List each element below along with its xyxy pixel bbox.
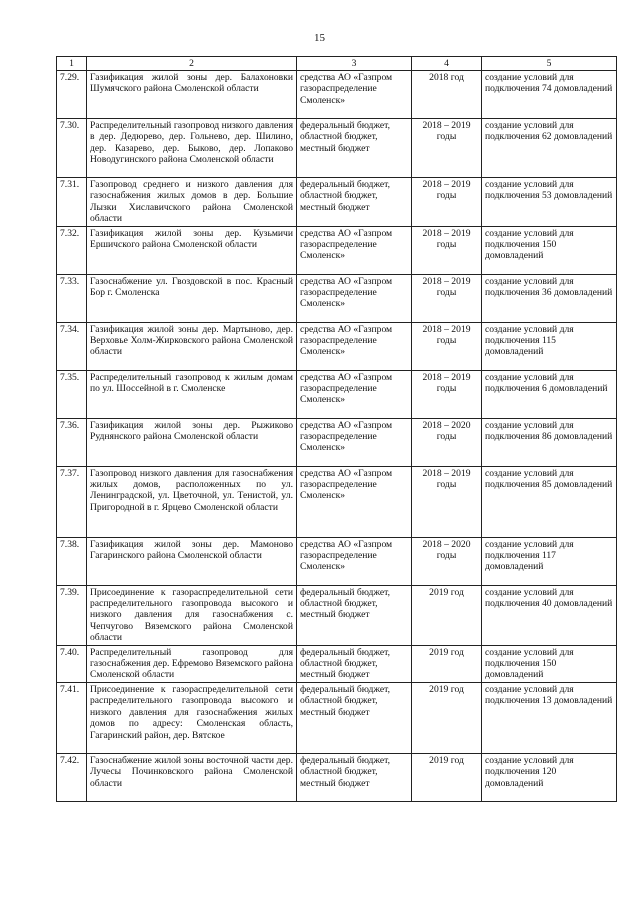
measures-table	[56, 56, 617, 802]
row-number: 7.37.	[57, 466, 87, 537]
source-cell: средства АО «Газпром газораспределение Смоленск»	[297, 466, 412, 537]
row-number: 7.39.	[57, 585, 87, 645]
row-number: 7.36.	[57, 418, 87, 466]
object-cell: Газоснабжение ул. Гвоздовской в пос. Красный Бор г. Смоленска	[87, 274, 297, 322]
period-cell: 2018 – 2020 годы	[412, 418, 482, 466]
result-cell: создание условий для подключения 115 домовладений	[482, 322, 617, 370]
object-cell: Газификация жилой зоны дер. Мартыново, дер. Верховье Холм-Жирковского района Смоленской области	[87, 322, 297, 370]
period-cell: 2018 год	[412, 71, 482, 119]
source-cell: средства АО «Газпром газораспределение Смоленск»	[297, 226, 412, 274]
period-cell: 2018 – 2019 годы	[412, 322, 482, 370]
object-cell: Присоединение к газораспределительной сети распределительного газопровода высокого и низкого давления для газоснабжения жилых домов по адресу: Смоленская область, Гагаринский район, дер. Вятское	[87, 682, 297, 753]
period-cell: 2018 – 2019 годы	[412, 274, 482, 322]
source-cell: федеральный бюджет, областной бюджет, местный бюджет	[297, 119, 412, 178]
table-row	[57, 585, 617, 645]
result-cell: создание условий для подключения 74 домовладений	[482, 71, 617, 119]
period-cell: 2018 – 2019 годы	[412, 370, 482, 418]
object-cell: Газопровод низкого давления для газоснабжения жилых домов, расположенных по ул. Ленинградской, ул. Цветочной, ул. Тенистой, ул. Пригородной в г. Ярцево Смоленской области	[87, 466, 297, 537]
row-number: 7.32.	[57, 226, 87, 274]
column-header-4: 4	[412, 57, 482, 71]
result-cell: создание условий для подключения 85 домовладений	[482, 466, 617, 537]
source-cell: средства АО «Газпром газораспределение Смоленск»	[297, 370, 412, 418]
object-cell: Газификация жилой зоны дер. Балахоновки Шумячского района Смоленской области	[87, 71, 297, 119]
result-cell: создание условий для подключения 13 домовладений	[482, 682, 617, 753]
source-cell: федеральный бюджет, областной бюджет, местный бюджет	[297, 645, 412, 682]
result-cell: создание условий для подключения 86 домовладений	[482, 418, 617, 466]
result-cell: создание условий для подключения 40 домовладений	[482, 585, 617, 645]
table-row	[57, 178, 617, 227]
table-row	[57, 370, 617, 418]
period-cell: 2018 – 2019 годы	[412, 178, 482, 227]
row-number: 7.31.	[57, 178, 87, 227]
row-number: 7.29.	[57, 71, 87, 119]
header-row	[57, 57, 617, 71]
object-cell: Газопровод среднего и низкого давления для газоснабжения жилых домов в дер. Большие Лызки Хиславичского района Смоленской области	[87, 178, 297, 227]
row-number: 7.40.	[57, 645, 87, 682]
period-cell: 2018 – 2020 годы	[412, 537, 482, 585]
table-row	[57, 466, 617, 537]
table-row	[57, 119, 617, 178]
object-cell: Присоединение к газораспределительной сети распределительного газопровода высокого и низкого давления для газоснабжения с. Чепчугово Вяземского района Смоленской области	[87, 585, 297, 645]
object-cell: Газоснабжение жилой зоны восточной части дер. Лучесы Починковского района Смоленской области	[87, 753, 297, 801]
source-cell: федеральный бюджет, областной бюджет, местный бюджет	[297, 753, 412, 801]
row-number: 7.35.	[57, 370, 87, 418]
row-number: 7.34.	[57, 322, 87, 370]
result-cell: создание условий для подключения 120 домовладений	[482, 753, 617, 801]
period-cell: 2019 год	[412, 682, 482, 753]
period-cell: 2018 – 2019 годы	[412, 226, 482, 274]
row-number: 7.42.	[57, 753, 87, 801]
period-cell: 2019 год	[412, 585, 482, 645]
table-row	[57, 537, 617, 585]
table-row	[57, 753, 617, 801]
row-number: 7.38.	[57, 537, 87, 585]
column-header-2: 2	[87, 57, 297, 71]
source-cell: федеральный бюджет, областной бюджет, местный бюджет	[297, 682, 412, 753]
object-cell: Распределительный газопровод для газоснабжения дер. Ефремово Вяземского района Смоленской области	[87, 645, 297, 682]
source-cell: средства АО «Газпром газораспределение Смоленск»	[297, 537, 412, 585]
source-cell: средства АО «Газпром газораспределение Смоленск»	[297, 418, 412, 466]
table-row	[57, 418, 617, 466]
source-cell: федеральный бюджет, областной бюджет, местный бюджет	[297, 178, 412, 227]
result-cell: создание условий для подключения 150 домовладений	[482, 645, 617, 682]
column-header-1: 1	[57, 57, 87, 71]
table-row	[57, 274, 617, 322]
column-header-3: 3	[297, 57, 412, 71]
object-cell: Газификация жилой зоны дер. Мамоново Гагаринского района Смоленской области	[87, 537, 297, 585]
source-cell: средства АО «Газпром газораспределение Смоленск»	[297, 71, 412, 119]
result-cell: создание условий для подключения 53 домовладений	[482, 178, 617, 227]
page-number: 15	[314, 32, 325, 44]
table-row	[57, 71, 617, 119]
result-cell: создание условий для подключения 117 домовладений	[482, 537, 617, 585]
row-number: 7.30.	[57, 119, 87, 178]
table-row	[57, 322, 617, 370]
period-cell: 2019 год	[412, 753, 482, 801]
period-cell: 2018 – 2019 годы	[412, 466, 482, 537]
object-cell: Распределительный газопровод к жилым домам по ул. Шоссейной в г. Смоленске	[87, 370, 297, 418]
table-row	[57, 682, 617, 753]
object-cell: Газификация жилой зоны дер. Рыжиково Руднянского района Смоленской области	[87, 418, 297, 466]
object-cell: Газификация жилой зоны дер. Кузьмичи Ершичского района Смоленской области	[87, 226, 297, 274]
source-cell: средства АО «Газпром газораспределение Смоленск»	[297, 274, 412, 322]
result-cell: создание условий для подключения 150 домовладений	[482, 226, 617, 274]
result-cell: создание условий для подключения 6 домовладений	[482, 370, 617, 418]
table-row	[57, 226, 617, 274]
row-number: 7.41.	[57, 682, 87, 753]
column-header-5: 5	[482, 57, 617, 71]
table-row	[57, 645, 617, 682]
row-number: 7.33.	[57, 274, 87, 322]
period-cell: 2018 – 2019 годы	[412, 119, 482, 178]
result-cell: создание условий для подключения 62 домовладений	[482, 119, 617, 178]
source-cell: федеральный бюджет, областной бюджет, местный бюджет	[297, 585, 412, 645]
object-cell: Распределительный газопровод низкого давления в дер. Дедюрево, дер. Гольнево, дер. Шилино, дер. Казарево, дер. Быково, дер. Лопаково Новодугинского района Смоленской области	[87, 119, 297, 178]
period-cell: 2019 год	[412, 645, 482, 682]
source-cell: средства АО «Газпром газораспределение Смоленск»	[297, 322, 412, 370]
result-cell: создание условий для подключения 36 домовладений	[482, 274, 617, 322]
